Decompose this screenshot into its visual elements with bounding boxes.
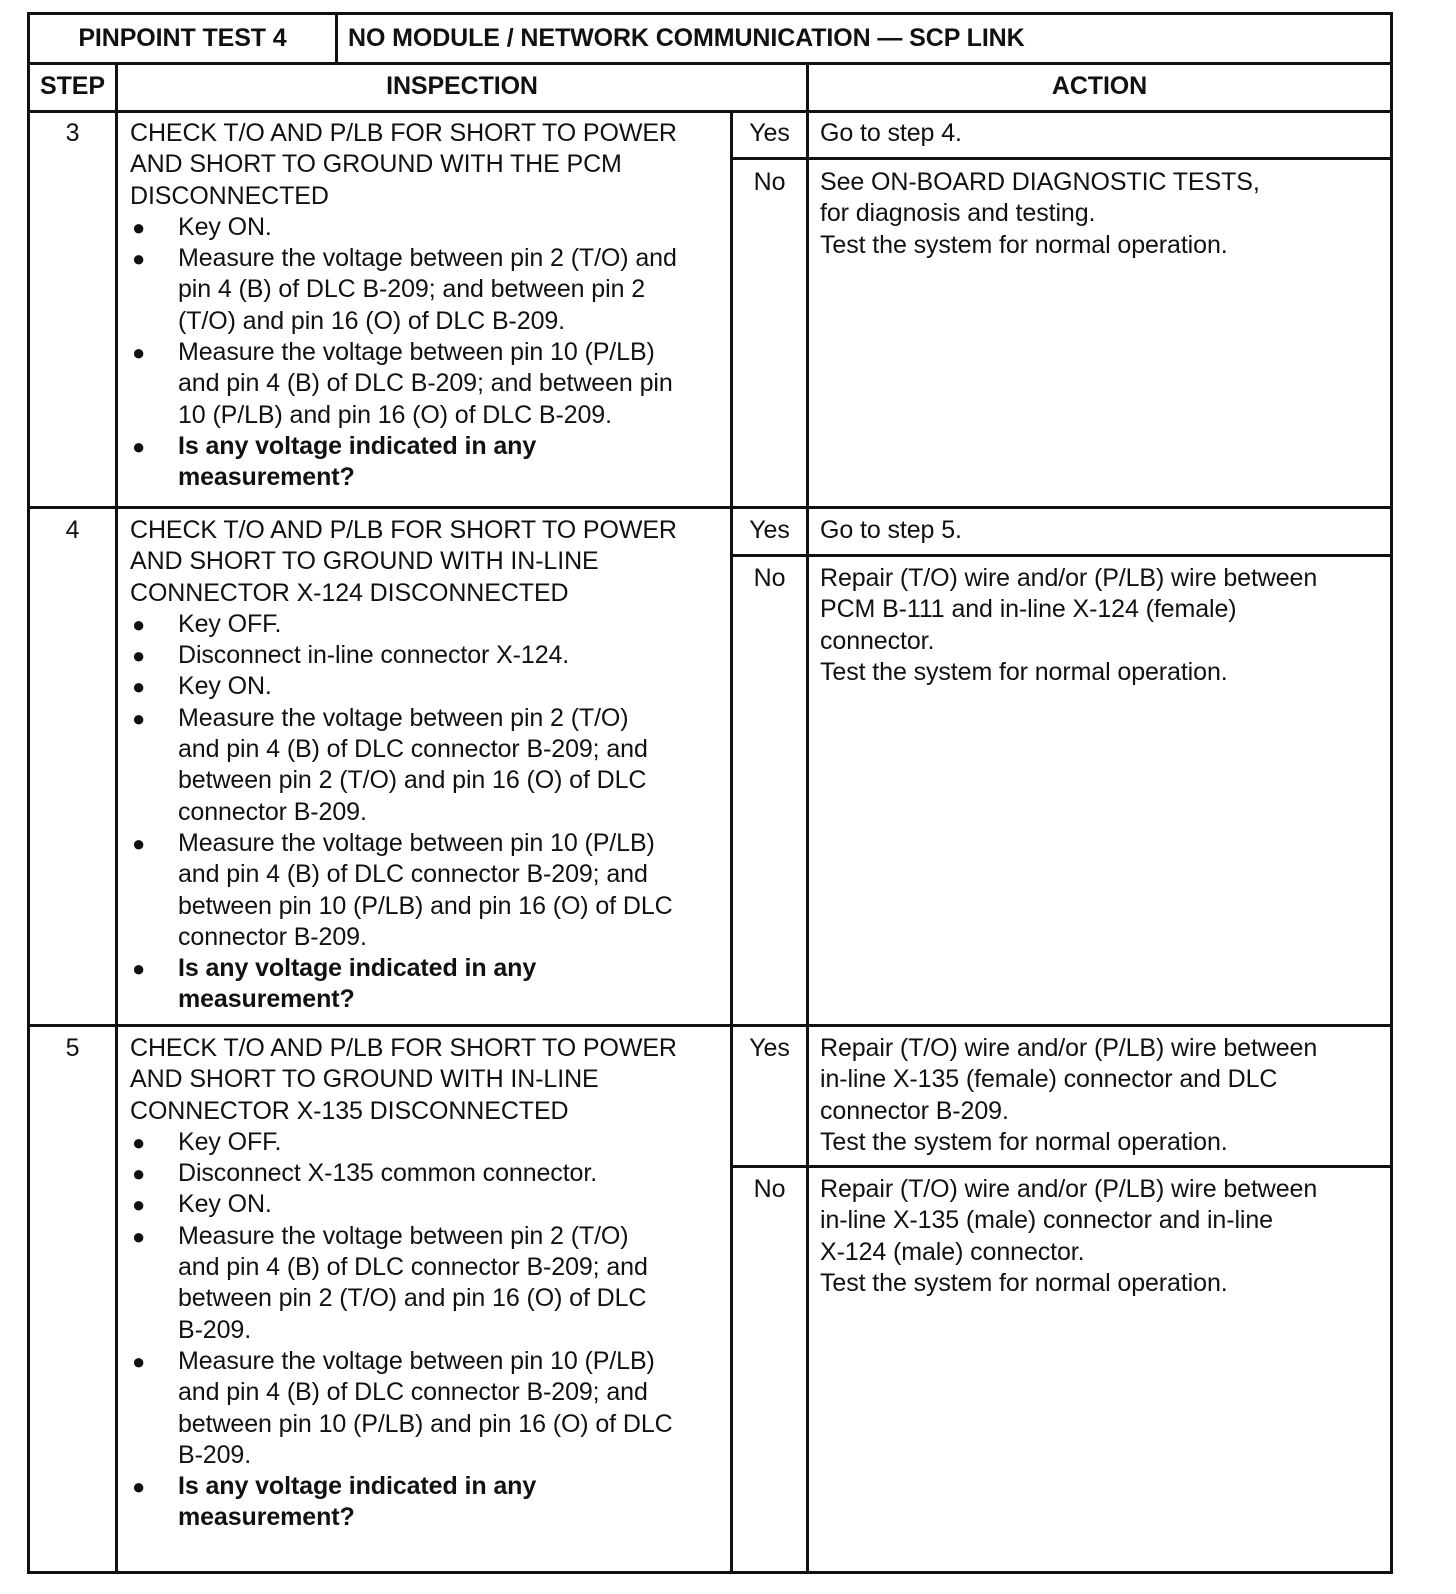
bullet-icon: ●: [132, 214, 146, 240]
bullet-line: between pin 2 (T/O) and pin 16 (O) of DLC: [178, 766, 647, 795]
yes-action: [820, 515, 962, 546]
bullet-icon: ●: [132, 643, 146, 669]
action-line: Repair (T/O) wire and/or (P/LB) wire between: [820, 1175, 1318, 1203]
bullet-line: connector B-209.: [178, 922, 367, 951]
step-inspection: [130, 118, 677, 494]
bullet-question: [130, 431, 677, 494]
rule-title-divider: [335, 15, 338, 62]
no-label: No: [753, 1175, 786, 1203]
rule-step3-yes-no: [733, 157, 1390, 160]
bullet-line: Key OFF.: [178, 609, 282, 638]
bullet-icon: ●: [132, 1474, 146, 1500]
inspection-title-line: CONNECTOR X-124 DISCONNECTED: [130, 578, 569, 607]
bullet-line: Key ON.: [178, 672, 272, 701]
inspection-title-line: AND SHORT TO GROUND WITH THE PCM: [130, 150, 622, 179]
action-line: connector.: [820, 626, 935, 655]
bullet-item: [130, 1158, 677, 1189]
bullet-line: Measure the voltage between pin 2 (T/O) and: [178, 244, 677, 273]
bullet-line: B-209.: [178, 1440, 252, 1469]
column-header-step: STEP: [40, 72, 105, 100]
bullet-item: [130, 1189, 677, 1220]
step-inspection: [130, 1033, 677, 1534]
bullet-line: Disconnect in-line connector X-124.: [178, 641, 570, 670]
test-label: PINPOINT TEST 4: [78, 24, 287, 52]
bullet-question: [130, 1471, 677, 1534]
action-line: Test the system for normal operation.: [820, 1268, 1228, 1297]
bullet-line: Measure the voltage between pin 2 (T/O): [178, 703, 629, 732]
no-action: [820, 167, 1260, 261]
bullet-line: and pin 4 (B) of DLC connector B-209; and: [178, 1253, 648, 1282]
bullet-line: between pin 10 (P/LB) and pin 16 (O) of DLC: [178, 891, 673, 920]
bullet-icon: ●: [132, 433, 146, 459]
bullet-icon: ●: [132, 674, 146, 700]
action-line: X-124 (male) connector.: [820, 1237, 1085, 1266]
bullet-line: Measure the voltage between pin 10 (P/LB): [178, 338, 655, 367]
question-line: Is any voltage indicated in any: [178, 431, 537, 460]
inspection-title-line: CHECK T/O AND P/LB FOR SHORT TO POWER: [130, 119, 677, 147]
bullet-item: [130, 337, 677, 431]
bullet-line: and pin 4 (B) of DLC B-209; and between pin: [178, 369, 673, 398]
bullet-line: and pin 4 (B) of DLC connector B-209; and: [178, 735, 648, 764]
bullet-icon: ●: [132, 1348, 146, 1374]
action-line: for diagnosis and testing.: [820, 199, 1096, 228]
bullet-line: Key OFF.: [178, 1127, 282, 1156]
action-line: connector B-209.: [820, 1096, 1009, 1125]
rule-below-column-headers: [30, 110, 1390, 113]
no-label: No: [753, 168, 786, 196]
inspection-title-line: CHECK T/O AND P/LB FOR SHORT TO POWER: [130, 516, 677, 544]
bullet-line: B-209.: [178, 1315, 252, 1344]
test-title: NO MODULE / NETWORK COMMUNICATION — SCP LINK: [348, 24, 1025, 52]
column-header-inspection: INSPECTION: [386, 72, 538, 100]
bullet-item: [130, 1221, 677, 1346]
bullet-icon: ●: [132, 956, 146, 982]
bullet-item: [130, 1127, 677, 1158]
bullet-icon: ●: [132, 246, 146, 272]
bullet-line: connector B-209.: [178, 797, 367, 826]
action-line: Go to step 5.: [820, 516, 962, 544]
pinpoint-test-table: [27, 12, 1393, 1574]
bullet-line: Disconnect X-135 common connector.: [178, 1159, 598, 1188]
no-label: No: [753, 564, 786, 592]
bullet-icon: ●: [132, 1223, 146, 1249]
bullet-line: between pin 2 (T/O) and pin 16 (O) of DLC: [178, 1284, 647, 1313]
action-line: PCM B-111 and in-line X-124 (female): [820, 595, 1237, 624]
bullet-line: Measure the voltage between pin 10 (P/LB): [178, 828, 655, 857]
step-number: 4: [65, 516, 80, 544]
inspection-title-line: DISCONNECTED: [130, 181, 329, 210]
step-number: 5: [65, 1034, 80, 1062]
bullet-line: and pin 4 (B) of DLC connector B-209; and: [178, 860, 648, 889]
bullet-line: pin 4 (B) of DLC B-209; and between pin 2: [178, 275, 646, 304]
bullet-item: [130, 640, 677, 671]
bullet-item: [130, 671, 677, 702]
action-line: Repair (T/O) wire and/or (P/LB) wire between: [820, 1034, 1318, 1062]
bullet-icon: ●: [132, 705, 146, 731]
column-header-action: ACTION: [1051, 72, 1148, 100]
bullet-line: Key ON.: [178, 212, 272, 241]
rule-below-title: [30, 62, 1390, 65]
action-line: Test the system for normal operation.: [820, 230, 1228, 259]
yes-label: Yes: [749, 119, 790, 147]
bullet-icon: ●: [132, 611, 146, 637]
step-number: 3: [65, 119, 80, 147]
bullet-item: [130, 1346, 677, 1471]
yes-label: Yes: [749, 1034, 790, 1062]
bullet-line: Key ON.: [178, 1190, 272, 1219]
rule-step4-yes-no: [733, 554, 1390, 557]
bullet-item: [130, 212, 677, 243]
question-line: measurement?: [178, 1503, 355, 1532]
question-line: Is any voltage indicated in any: [178, 954, 537, 983]
rule-step-3-4: [30, 506, 1390, 509]
no-action: [820, 1174, 1317, 1299]
bullet-line: (T/O) and pin 16 (O) of DLC B-209.: [178, 306, 566, 335]
action-line: Go to step 4.: [820, 119, 962, 147]
bullet-line: and pin 4 (B) of DLC connector B-209; and: [178, 1378, 648, 1407]
action-line: See ON-BOARD DIAGNOSTIC TESTS,: [820, 168, 1260, 196]
rule-yes-no-column: [730, 110, 733, 1574]
bullet-icon: ●: [132, 340, 146, 366]
bullet-item: [130, 828, 677, 953]
bullet-icon: ●: [132, 830, 146, 856]
inspection-title-line: AND SHORT TO GROUND WITH IN-LINE: [130, 547, 599, 576]
yes-label: Yes: [749, 516, 790, 544]
bullet-line: 10 (P/LB) and pin 16 (O) of DLC B-209.: [178, 400, 612, 429]
action-line: Test the system for normal operation.: [820, 657, 1228, 686]
bullet-question: [130, 953, 677, 1016]
action-line: in-line X-135 (female) connector and DLC: [820, 1065, 1278, 1094]
bullet-icon: ●: [132, 1161, 146, 1187]
rule-step-4-5: [30, 1024, 1390, 1027]
step-inspection: [130, 515, 677, 1016]
question-line: Is any voltage indicated in any: [178, 1472, 537, 1501]
inspection-title-line: CHECK T/O AND P/LB FOR SHORT TO POWER: [130, 1034, 677, 1062]
bullet-line: Measure the voltage between pin 10 (P/LB): [178, 1346, 655, 1375]
yes-action: [820, 1033, 1317, 1158]
bullet-line: between pin 10 (P/LB) and pin 16 (O) of DLC: [178, 1409, 673, 1438]
rule-inspection-divider: [806, 62, 809, 1574]
action-line: Test the system for normal operation.: [820, 1127, 1228, 1156]
bullet-item: [130, 243, 677, 337]
action-line: Repair (T/O) wire and/or (P/LB) wire between: [820, 564, 1318, 592]
bullet-icon: ●: [132, 1192, 146, 1218]
bullet-line: Measure the voltage between pin 2 (T/O): [178, 1221, 629, 1250]
inspection-title-line: CONNECTOR X-135 DISCONNECTED: [130, 1096, 569, 1125]
no-action: [820, 563, 1317, 688]
question-line: measurement?: [178, 463, 355, 492]
inspection-title-line: AND SHORT TO GROUND WITH IN-LINE: [130, 1065, 599, 1094]
rule-step5-yes-no: [733, 1165, 1390, 1168]
rule-step-column: [115, 62, 118, 1574]
yes-action: [820, 118, 962, 149]
action-line: in-line X-135 (male) connector and in-line: [820, 1206, 1273, 1235]
bullet-icon: ●: [132, 1129, 146, 1155]
bullet-item: [130, 703, 677, 828]
question-line: measurement?: [178, 985, 355, 1014]
bullet-item: [130, 609, 677, 640]
